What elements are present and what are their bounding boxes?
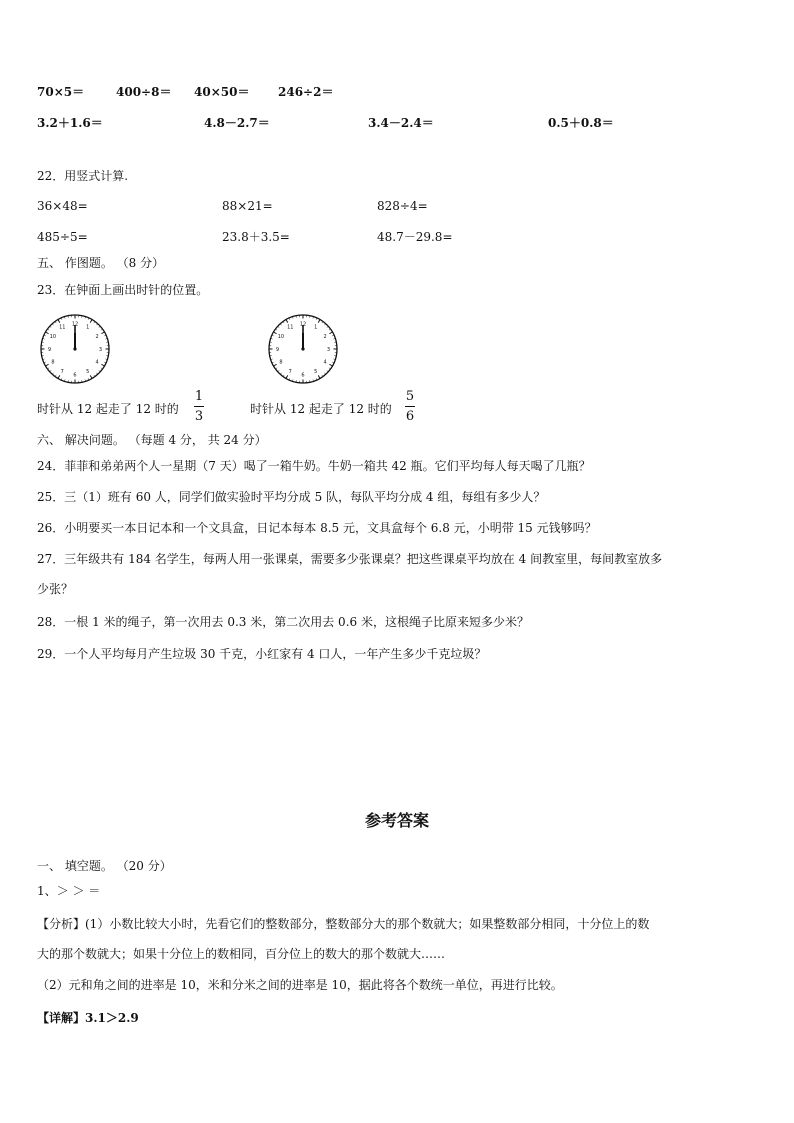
clock-number: 11: [287, 324, 294, 331]
calc-3.2plus1.6: 3.2＋1.6＝: [37, 116, 103, 130]
clock-tick: [58, 375, 60, 378]
clock-number: 5: [314, 368, 318, 375]
clock-tick: [318, 375, 320, 378]
analysis-line-2: 大的那个数就大；如果十分位上的数相同，百分位上的数大的那个数就大……: [37, 947, 446, 961]
clock-number: 2: [95, 334, 99, 341]
section-6-heading: 六、 解决问题。 （每题 4 分， 共 24 分）: [37, 433, 267, 447]
clock-tick: [274, 364, 277, 366]
clock-tick: [286, 375, 288, 378]
problem-27-line1: 27．三年级共有 184 名学生，每两人用一张课桌，需要多少张课桌？把这些课桌平均放在 4 间教室里，每间教室放多: [37, 552, 663, 566]
problem-28: 28．一根 1 米的绳子，第一次用去 0.3 米，第二次用去 0.6 米，这根绳子比原来短多少米？: [37, 615, 529, 629]
clock-number: 4: [95, 359, 99, 366]
vertical-calc-36x48: 36×48=: [37, 199, 88, 213]
vertical-calc-828div4: 828÷4=: [377, 199, 428, 213]
clock-tick: [90, 320, 92, 323]
clock-number: 12: [299, 321, 307, 328]
clock-face-left-icon: [39, 313, 111, 385]
question-23-title: 23．在钟面上画出时针的位置。: [37, 283, 209, 297]
clock-number: 12: [71, 321, 79, 328]
clock-tick: [90, 375, 92, 378]
calc-4.8minus2.7: 4.8－2.7＝: [204, 116, 270, 130]
vertical-calc-88x21: 88×21=: [222, 199, 273, 213]
problem-29: 29．一个人平均每月产生垃圾 30 千克，小红家有 4 口人，一年产生多少千克垃圾？: [37, 647, 487, 661]
clock-number: 8: [51, 359, 55, 366]
clock-tick: [318, 320, 320, 323]
clock-number: 2: [323, 334, 327, 341]
analysis-line-3: （2）元和角之间的进率是 10，米和分米之间的进率是 10，据此将各个数统一单位，再进行比较。: [37, 978, 563, 992]
clock-number: 6: [301, 372, 305, 379]
clock-number: 3: [98, 346, 103, 353]
vertical-calc-23.8plus3.5: 23.8＋3.5=: [222, 230, 290, 244]
problem-25: 25．三（1）班有 60 人，同学们做实验时平均分成 5 队，每队平均分成 4 组，每组有多少人？: [37, 490, 546, 504]
vertical-calc-48.7minus29.8: 48.7－29.8=: [377, 230, 453, 244]
fraction-one-third: [193, 390, 205, 423]
vertical-calc-485div5: 485÷5=: [37, 230, 88, 244]
answer-key-title: 参考答案: [364, 811, 429, 830]
clock-tick: [46, 332, 49, 334]
clock-number: 11: [59, 324, 66, 331]
clock-face-right-icon: [267, 313, 339, 385]
fraction-numerator: 5: [405, 389, 415, 404]
fraction-numerator: 1: [194, 389, 204, 404]
clock-number: 4: [323, 359, 327, 366]
clock-left-caption: 时针从 12 起走了 12 时的: [37, 402, 179, 416]
analysis-line-1: 【分析】(1）小数比较大小时，先看它们的整数部分，整数部分大的那个数就大；如果整数部分相同，十分位上的数: [37, 917, 650, 931]
fraction-denominator: 6: [405, 409, 415, 424]
calc-0.5plus0.8: 0.5＋0.8＝: [548, 116, 614, 130]
answer-1: 1、＞ ＞ ＝: [37, 884, 101, 898]
answer-section-1-heading: 一、 填空题。 （20 分）: [37, 859, 172, 873]
clock-tick: [286, 320, 288, 323]
clock-number: 9: [275, 346, 280, 353]
clock-number: 7: [288, 368, 292, 375]
clock-right-caption: 时针从 12 起走了 12 时的: [250, 402, 392, 416]
problem-26: 26．小明要买一本日记本和一个文具盒，日记本每本 8.5 元，文具盒每个 6.8 元，小明带 15 元钱够吗？: [37, 521, 597, 535]
clock-number: 3: [326, 346, 331, 353]
clock-tick: [46, 364, 49, 366]
clock-tick: [274, 332, 277, 334]
detail-answer: 【详解】3.1＞2.9: [37, 1011, 139, 1025]
calc-70x5: 70×5＝: [37, 85, 85, 99]
clock-number: 9: [47, 346, 52, 353]
question-22-title: 22．用竖式计算.: [37, 169, 129, 183]
section-5-heading: 五、 作图题。 （8 分）: [37, 256, 165, 270]
problem-27-line2: 少张？: [37, 582, 74, 596]
clock-number: 5: [86, 368, 90, 375]
clock-number: 6: [73, 372, 77, 379]
clock-number: 10: [49, 334, 57, 341]
clock-number: 8: [279, 359, 283, 366]
calc-40x50: 40×50＝: [194, 85, 250, 99]
clock-tick: [58, 320, 60, 323]
clock-tick: [329, 364, 332, 366]
fraction-denominator: 3: [194, 409, 204, 424]
clock-number: 1: [86, 324, 90, 331]
calc-400div8: 400÷8＝: [116, 85, 172, 99]
clock-tick: [329, 332, 332, 334]
clock-number: 7: [60, 368, 64, 375]
clock-tick: [101, 332, 104, 334]
clock-tick: [101, 364, 104, 366]
problem-24: 24．菲菲和弟弟两个人一星期（7 天）喝了一箱牛奶。牛奶一箱共 42 瓶。它们平均每人每天喝了几瓶？: [37, 459, 591, 473]
calc-246div2: 246÷2＝: [278, 85, 334, 99]
clock-number: 10: [277, 334, 285, 341]
calc-3.4minus2.4: 3.4－2.4＝: [368, 116, 434, 130]
clock-number: 1: [314, 324, 318, 331]
fraction-five-sixths: [404, 390, 416, 423]
